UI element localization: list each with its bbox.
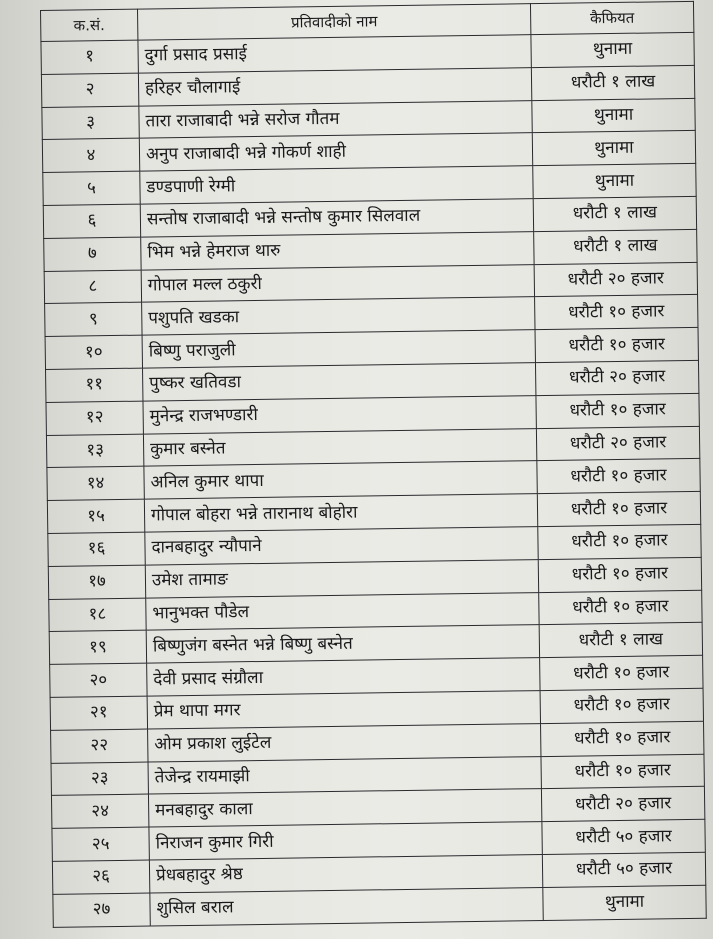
defendant-name-cell: सन्तोष राजाबादी भन्ने सन्तोष कुमार सिलवाल [140,199,533,237]
serial-number-cell: २५ [52,827,149,861]
serial-number-cell: २१ [50,696,147,730]
serial-number-cell: २६ [52,860,149,894]
serial-number-cell: २७ [53,893,150,927]
defendant-name-cell: पुष्कर खतिवडा [143,363,536,401]
defendant-name-cell: अनिल कुमार थापा [144,461,537,499]
serial-number-cell: १ [41,40,138,74]
serial-number-cell: ११ [46,368,143,402]
remarks-cell: धरौटी १० हजार [538,524,701,559]
header-remarks: कैफियत [530,1,693,34]
remarks-cell: धरौटी १ लाख [533,196,696,231]
defendant-name-cell: पशुपति खडका [142,297,535,335]
remarks-cell: धरौटी ५० हजार [542,852,705,887]
defendant-name-cell: तारा राजाबादी भन्ने सरोज गौतम [139,100,532,138]
remarks-cell: धरौटी १ लाख [539,623,702,658]
defendant-name-cell: हरिहर चौलागाई [138,67,531,105]
remarks-cell: धरौटी १० हजार [541,754,704,789]
defendant-name-cell: देवी प्रसाद संग्रौला [147,658,540,696]
remarks-cell: धरौटी १० हजार [541,721,704,756]
serial-number-cell: १७ [48,565,145,599]
serial-number-cell: ९ [45,302,142,336]
defendant-name-cell: दुर्गा प्रसाद प्रसाई [138,35,531,73]
defendant-name-cell: अनुप राजाबादी भन्ने गोकर्ण शाही [139,133,532,171]
remarks-cell: धरौटी १० हजार [537,459,700,494]
serial-number-cell: ६ [43,204,140,238]
remarks-cell: थुनामा [532,131,695,166]
defendant-name-cell: मुनेन्द्र राजभण्डारी [143,395,536,433]
serial-number-cell: २० [50,663,147,697]
serial-number-cell: १८ [49,598,146,632]
header-defendant-name: प्रतिवादीको नाम [137,4,530,40]
remarks-cell: धरौटी १० हजार [540,688,703,723]
defendant-name-cell: भिम भन्ने हेमराज थारु [141,231,534,269]
remarks-cell: धरौटी २० हजार [536,426,699,461]
defendant-name-cell: ओम प्रकाश लुईटेल [148,723,541,761]
serial-number-cell: ३ [42,106,139,140]
defendant-name-cell: भानुभक्त पौडेल [146,592,539,630]
remarks-cell: धरौटी १० हजार [535,295,698,330]
remarks-cell: धरौटी १० हजार [536,393,699,428]
remarks-cell: धरौटी १० हजार [537,491,700,526]
serial-number-cell: २४ [51,794,148,828]
defendant-name-cell: मनबहादुर काला [148,789,541,827]
remarks-cell: धरौटी २० हजार [535,360,698,395]
serial-number-cell: १४ [47,466,144,500]
defendant-name-cell: निराजन कुमार गिरी [149,822,542,860]
serial-number-cell: २३ [51,762,148,796]
defendant-name-cell: कुमार बस्नेत [143,428,536,466]
defendant-name-cell: प्रेम थापा मगर [147,691,540,729]
defendant-name-cell: शुसिल बराल [150,887,543,925]
defendant-name-cell: दानबहादुर न्यौपाने [145,527,538,565]
defendant-name-cell: उमेश तामाङ [145,559,538,597]
remarks-cell: थुनामा [531,32,694,67]
defendant-name-cell: बिष्णुजंग बस्नेत भन्ने बिष्णु बस्नेत [146,625,539,663]
remarks-cell: धरौटी २० हजार [541,787,704,822]
remarks-cell: धरौटी १ लाख [531,65,694,100]
defendants-table [40,1,707,928]
defendant-name-cell: गोपाल बोहरा भन्ने तारानाथ बोहोरा [144,494,537,532]
serial-number-cell: ५ [43,171,140,205]
remarks-cell: धरौटी १० हजार [539,590,702,625]
serial-number-cell: १० [45,335,142,369]
serial-number-cell: ४ [42,139,139,173]
defendant-name-cell: तेजेन्द्र रायमाझी [148,756,541,794]
remarks-cell: थुनामा [532,98,695,133]
remarks-cell: धरौटी १ लाख [534,229,697,264]
serial-number-cell: ७ [44,237,141,271]
remarks-cell: धरौटी २० हजार [534,262,697,297]
defendant-name-cell: डण्डपाणी रेग्मी [140,166,533,204]
serial-number-cell: १३ [46,434,143,468]
remarks-cell: धरौटी १० हजार [535,328,698,363]
serial-number-cell: १६ [48,532,145,566]
remarks-cell: धरौटी १० हजार [538,557,701,592]
serial-number-cell: १२ [46,401,143,435]
defendant-name-cell: बिष्णु पराजुली [142,330,535,368]
remarks-cell: थुनामा [533,164,696,199]
remarks-cell: धरौटी १० हजार [540,655,703,690]
serial-number-cell: २ [41,73,138,107]
remarks-cell: धरौटी ५० हजार [542,819,705,854]
defendant-name-cell: प्रेधबहादुर श्रेष्ठ [149,854,542,892]
serial-number-cell: २२ [51,729,148,763]
serial-number-cell: १९ [49,630,146,664]
header-serial-number: क.सं. [41,9,138,41]
serial-number-cell: १५ [47,499,144,533]
defendant-name-cell: गोपाल मल्ल ठकुरी [141,264,534,302]
serial-number-cell: ८ [44,270,141,304]
remarks-cell: थुनामा [543,885,706,920]
